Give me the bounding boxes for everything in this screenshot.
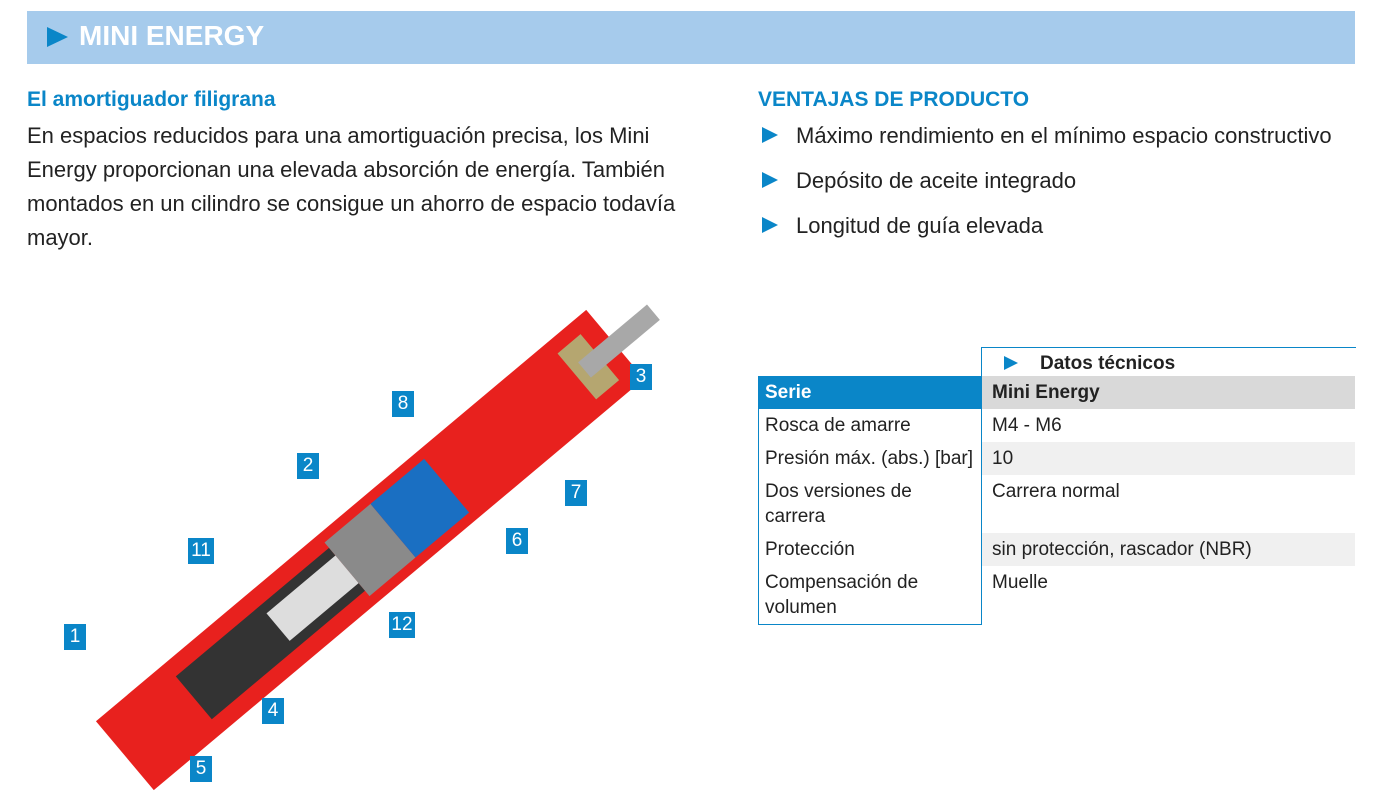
section-banner	[27, 11, 1355, 64]
table-row: Protección sin protección, rascador (NBR)	[758, 533, 1355, 566]
callout-12: 12	[389, 612, 415, 638]
table-row: Serie Mini Energy	[758, 376, 1355, 409]
advantages-title: VENTAJAS DE PRODUCTO	[758, 88, 1030, 111]
specs-header: Datos técnicos	[981, 347, 1356, 376]
advantage-item: Máximo rendimiento en el mínimo espacio constructivo	[760, 119, 1360, 152]
advantage-item: Longitud de guía elevada	[760, 209, 1360, 242]
shock-absorber-illustration	[50, 300, 690, 800]
callout-4: 4	[262, 698, 284, 724]
triangle-bullet-icon	[47, 27, 68, 47]
triangle-bullet-icon	[1004, 356, 1018, 370]
table-row: Dos versiones de carrera Carrera normal	[758, 475, 1355, 533]
callout-2: 2	[297, 453, 319, 479]
table-row: Presión máx. (abs.) [bar] 10	[758, 442, 1355, 475]
callout-1: 1	[64, 624, 86, 650]
callout-11: 11	[188, 538, 214, 564]
callout-8: 8	[392, 391, 414, 417]
callout-5: 5	[190, 756, 212, 782]
intro-body: En espacios reducidos para una amortiguación precisa, los Mini Energy proporcionan una elevada absorción de energía. También montados en un cilindro se consigue un ahorro de espacio todavía mayor.	[27, 123, 676, 250]
advantages-list	[760, 119, 1360, 254]
shock-absorber-diagram	[50, 300, 690, 800]
intro-subtitle: El amortiguador filigrana	[27, 88, 276, 111]
table-row: Compensación de volumen Muelle	[758, 566, 1355, 625]
table-row: Rosca de amarre M4 - M6	[758, 409, 1355, 442]
triangle-bullet-icon	[762, 172, 778, 188]
callout-6: 6	[506, 528, 528, 554]
callout-7: 7	[565, 480, 587, 506]
advantage-item: Depósito de aceite integrado	[760, 164, 1360, 197]
triangle-bullet-icon	[762, 217, 778, 233]
callout-3: 3	[630, 364, 652, 390]
triangle-bullet-icon	[762, 127, 778, 143]
section-title: MINI ENERGY	[79, 20, 265, 51]
